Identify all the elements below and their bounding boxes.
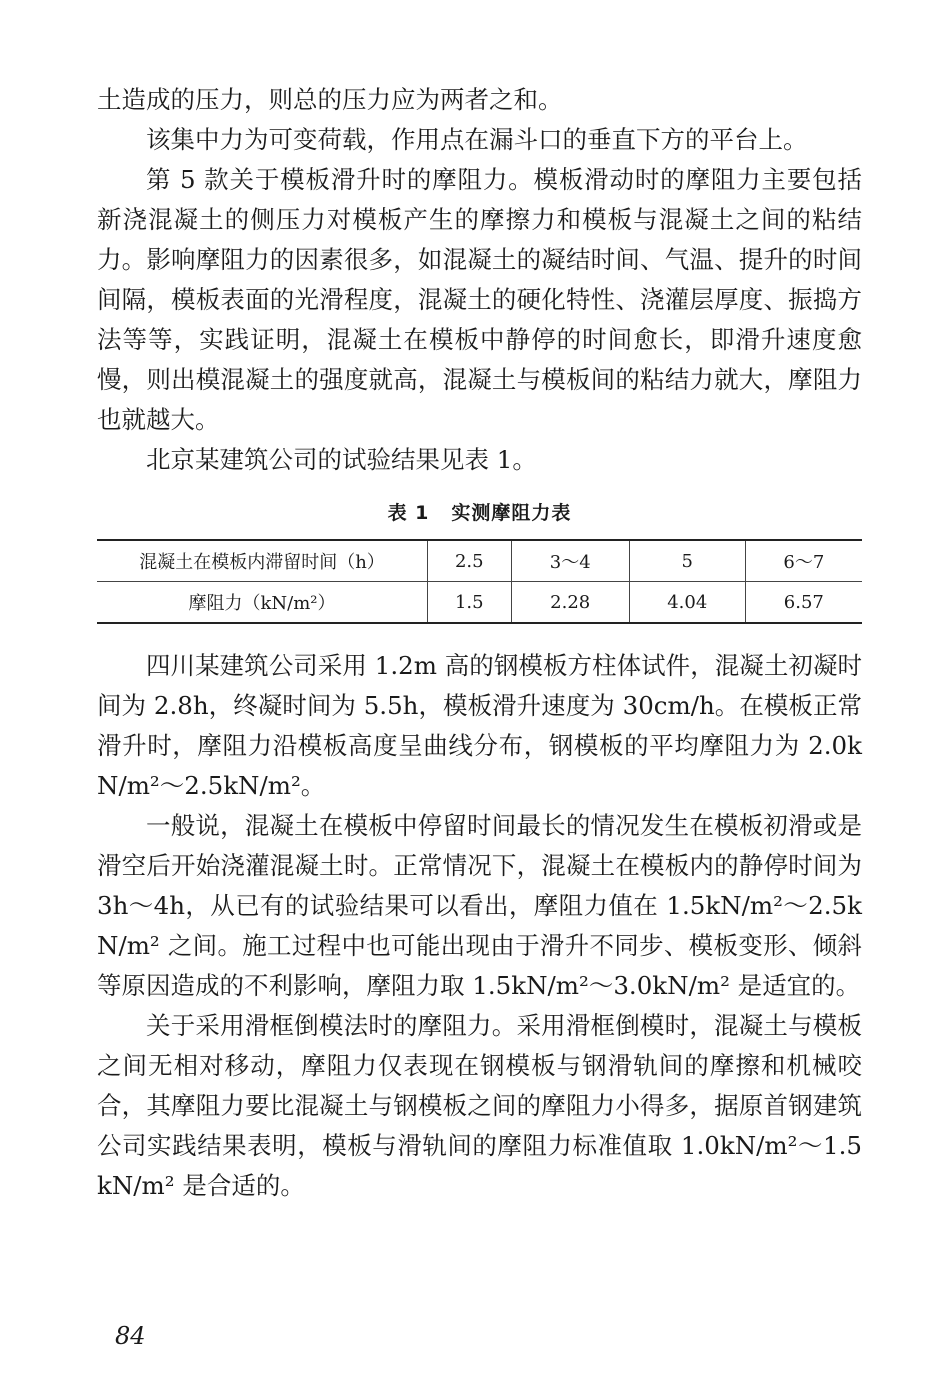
document-page: [97, 80, 862, 1206]
table-cell: 2.5: [428, 540, 512, 582]
table-cell: 1.5: [428, 582, 512, 624]
table-cell: 6～7: [745, 540, 862, 582]
table-caption-title: 实测摩阻力表: [451, 502, 572, 524]
table-cell: 5: [629, 540, 745, 582]
paragraph: 四川某建筑公司采用 1.2m 高的钢模板方柱体试件，混凝土初凝时间为 2.8h，终凝时间为 5.5h，模板滑升速度为 30cm/h。在模板正常滑升时，摩阻力沿模板高度呈曲线分布，钢模板的平均摩阻力为 2.0kN/m²～2.5kN/m²。: [97, 651, 862, 800]
table-cell: 6.57: [745, 582, 862, 624]
paragraph: 该集中力为可变荷载，作用点在漏斗口的垂直下方的平台上。: [146, 125, 808, 154]
paragraph: 北京某建筑公司的试验结果见表 1。: [146, 445, 537, 474]
table-cell: 3～4: [511, 540, 629, 582]
table-row-label: 摩阻力（kN/m²）: [97, 582, 428, 624]
page-number: 84: [115, 1322, 146, 1350]
table-cell: 2.28: [511, 582, 629, 624]
paragraphs-after: [97, 646, 862, 1206]
paragraph: 第 5 款关于模板滑升时的摩阻力。模板滑动时的摩阻力主要包括新浇混凝土的侧压力对模板产生的摩擦力和模板与混凝土之间的粘结力。影响摩阻力的因素很多，如混凝土的凝结时间、气温、提升的时间间隔，模板表面的光滑程度，混凝土的硬化特性、浇灌层厚度、振捣方法等等，实践证明，混凝土在模板中静停的时间愈长，即滑升速度愈慢，则出模混凝土的强度就高，混凝土与模板间的粘结力就大，摩阻力也就越大。: [97, 165, 862, 434]
table-row: [97, 582, 862, 624]
paragraph: 土造成的压力，则总的压力应为两者之和。: [97, 85, 563, 114]
table-caption: [97, 498, 862, 525]
table-cell: 4.04: [629, 582, 745, 624]
paragraph: 一般说，混凝土在模板中停留时间最长的情况发生在模板初滑或是滑空后开始浇灌混凝土时。正常情况下，混凝土在模板内的静停时间为 3h～4h，从已有的试验结果可以看出，摩阻力值在 1.5kN/m²～2.5kN/m² 之间。施工过程中也可能出现由于滑升不同步、模板变形、倾斜等原因造成的不利影响，摩阻力取 1.5kN/m²～3.0kN/m² 是适宜的。: [97, 811, 862, 1000]
table-caption-number: 表 1: [387, 502, 430, 524]
table-row-label: 混凝土在模板内滞留时间（h）: [97, 540, 428, 582]
paragraph: 关于采用滑框倒模法时的摩阻力。采用滑框倒模时，混凝土与模板之间无相对移动，摩阻力仅表现在钢模板与钢滑轨间的摩擦和机械咬合，其摩阻力要比混凝土与钢模板之间的摩阻力小得多，据原首钢建筑公司实践结果表明，模板与滑轨间的摩阻力标准值取 1.0kN/m²～1.5kN/m² 是合适的。: [97, 1011, 862, 1200]
friction-table: [97, 539, 862, 624]
table-row: [97, 540, 862, 582]
paragraphs-before: [97, 80, 862, 480]
